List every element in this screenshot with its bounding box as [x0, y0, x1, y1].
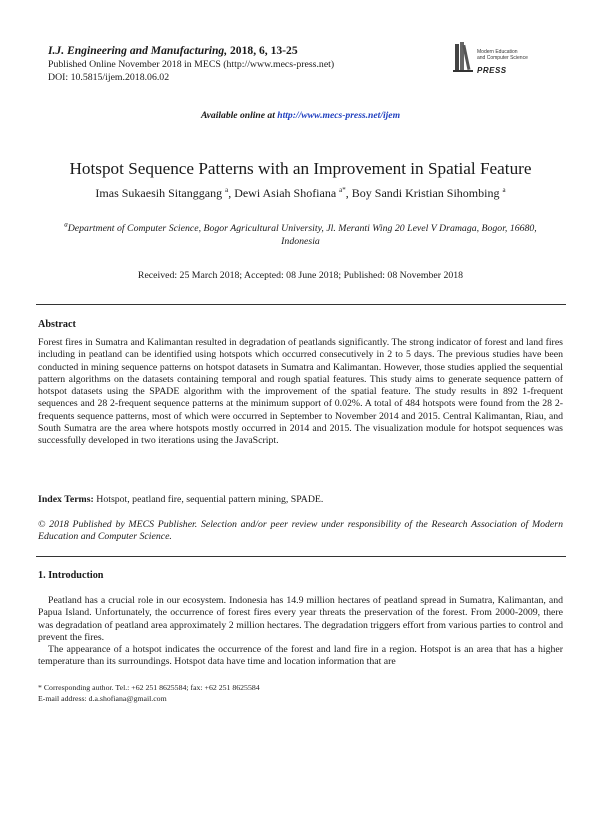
- affiliation-text: Department of Computer Science, Bogor Agricultural University, Jl. Meranti Wing 20 Level V Dramaga, Bogor, 16680, Indonesia: [67, 223, 537, 247]
- logo-line-2: and Computer Science: [477, 54, 528, 61]
- published-online: Published Online November 2018 in MECS (http://www.mecs-press.net): [48, 59, 335, 70]
- author-list: Imas Sukaesih Sitanggang $^a$, Dewi Asiah Shofiana $^{a*}$, Boy Sandi Kristian Sihombing $^a$: [95, 186, 506, 200]
- publisher-logo: [453, 40, 559, 80]
- affiliation: $^a$Department of Computer Science, Bogor Agricultural University, Jl. Meranti Wing 20 Level V Dramaga, Bogor, 16680, Indonesia: [64, 220, 537, 247]
- introduction-heading: 1. Introduction: [38, 570, 104, 581]
- doi: DOI: 10.5815/ijem.2018.06.02: [48, 72, 170, 83]
- journal-name: I.J. Engineering and Manufacturing,: [48, 44, 228, 57]
- divider-bottom: [36, 556, 566, 557]
- index-terms: [38, 494, 563, 506]
- index-terms-text: Hotspot, peatland fire, sequential pattern mining, SPADE.: [93, 494, 324, 505]
- logo-press: PRESS: [477, 66, 507, 75]
- journal-citation: [48, 44, 298, 57]
- author-3: , Boy Sandi Kristian Sihombing: [345, 186, 503, 200]
- intro-paragraph-1: Peatland has a crucial role in our ecosystem. Indonesia has 14.9 million hectares of peatland spread in Sumatra, Kalimantan, and Papua Island. Unfortunately, the occurrence of forest fires every year threats the preservation of the forest. From 2000-2009, there was degradation of peatland area approximately 2 million hectares. The degradation triggers effort from various parties to control and prevent the fires.: [38, 595, 563, 643]
- abstract-heading: Abstract: [38, 319, 76, 330]
- copyright-statement: © 2018 Published by MECS Publisher. Selection and/or peer review under responsibility of the Research Association of Modern Education and Computer Science.: [38, 519, 563, 543]
- index-terms-label: Index Terms:: [38, 494, 94, 505]
- received-dates: Received: 25 March 2018; Accepted: 08 June 2018; Published: 08 November 2018: [137, 270, 464, 281]
- available-online: [0, 110, 601, 121]
- abstract-text: Forest fires in Sumatra and Kalimantan resulted in degradation of peatlands significantly. The strong indicator of forest and land fires including in peatland can be identified using hotspots which occurred consecutively in 2 to 5 days. The previous studies have been conducted in mining sequence patterns on hotspot datasets in Sumatra and Kalimantan. However, those studies applied the sequential pattern algorithms on the datasets containing temporal and rough spatial features. This study aims to generate sequence pattern of hotspot datasets using the SPADE algorithm with the improvement of the spatial feature. The study results in 892 1-frequent sequences and 28 2-frequent sequence patterns at the minimum support of 0.02%. A total of 484 hotspots were found from the 28 2-frequents sequence patterns, most of which were occurred in September to November 2014 and 2015. Central Kalimantan, Riau, and South Sumatra are the area where hotspots mostly occurred in 2014 and 2015. The visualization module for hotspot sequences was successfully developed in two iterations using the JavaScript.: [38, 337, 563, 447]
- author-2: , Dewi Asiah Shofiana: [228, 186, 340, 200]
- paper-title: Hotspot Sequence Patterns with an Improvement in Spatial Feature: [69, 159, 532, 178]
- divider-top: [36, 304, 566, 305]
- email-address: E-mail address: d.a.shofiana@gmail.com: [38, 694, 167, 703]
- logo-line-1: Modern Education: [477, 49, 518, 55]
- journal-volume: 2018, 6, 13-25: [227, 44, 298, 57]
- available-label: Available online at: [200, 110, 278, 121]
- journal-url-link[interactable]: http://www.mecs-press.net/ijem: [277, 110, 401, 121]
- book-stack-icon: [453, 40, 475, 74]
- author-1: Imas Sukaesih Sitanggang: [95, 186, 226, 200]
- corresponding-author: * Corresponding author. Tel.: +62 251 8625584; fax: +62 251 8625584: [38, 683, 260, 692]
- intro-paragraph-2: The appearance of a hotspot indicates the occurrence of the forest and land fire in a region. Hotspot is an area that has a higher temperature than its surroundings. Hotspot data have time and location information that are: [38, 644, 563, 668]
